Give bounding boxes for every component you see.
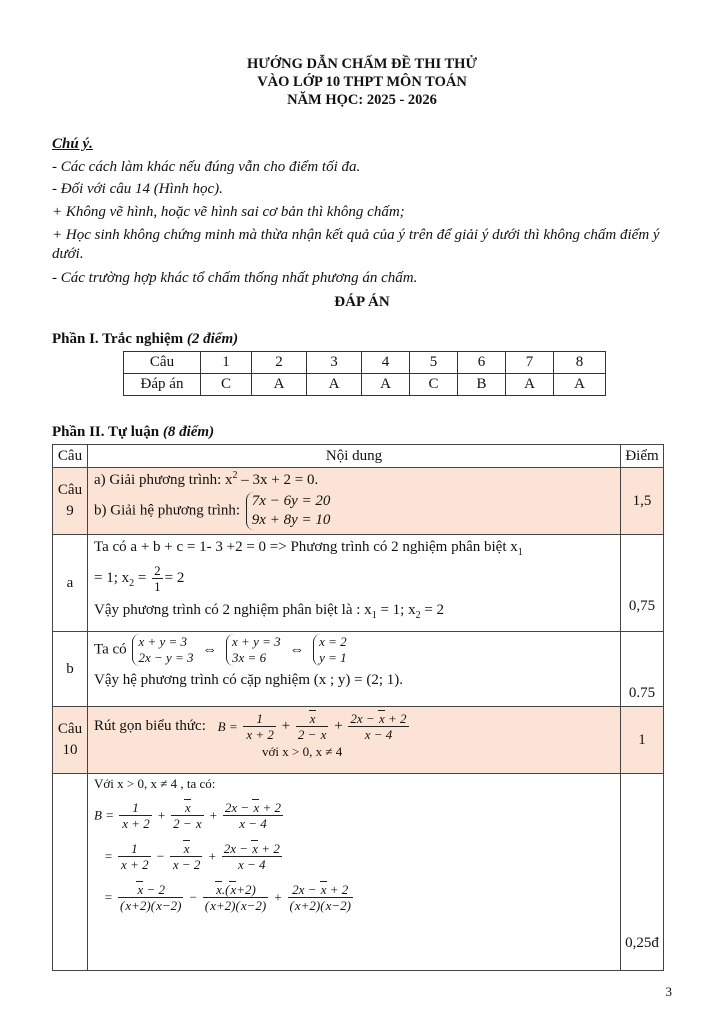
question-cell: 8 (554, 352, 606, 374)
answer-cell: A (362, 374, 410, 396)
q9a-score: 0,75 (621, 535, 664, 632)
q9b-row (53, 632, 664, 707)
page-number: 3 (665, 984, 672, 999)
essay-table (52, 444, 664, 971)
title-line-3: NĂM HỌC: 2025 - 2026 (287, 92, 437, 108)
q9a-label: a (53, 535, 88, 632)
q9b-system: 7x − 6y = 20 9x + 8y = 10 (246, 492, 331, 530)
q9a-solution: Ta có a + b + c = 1- 3 +2 = 0 => Phương trình có 2 nghiệm phân biệt $x_1$ = 1; $x_2$ = $\frac{2}{1}$ = 2 Vậy phương trình có 2 nghiệm phân biệt là : $x_1 = 1$; $x_2 = 2$ (88, 535, 621, 632)
answer-cell: A (252, 374, 307, 396)
note-item: - Đối với câu 14 (Hình học). (52, 181, 223, 197)
answer-cell: A (506, 374, 554, 396)
question-cell: 6 (458, 352, 506, 374)
table-header-row (53, 445, 664, 468)
notes-heading: Chú ý. (52, 136, 93, 152)
q10-score: 1 (621, 707, 664, 774)
q9a-row (53, 535, 664, 632)
answer-cell: C (201, 374, 252, 396)
q9a-statement: a) Giải phương trình: $x^2 - 3x + 2 = 0$. (94, 470, 319, 488)
q9-content (88, 468, 621, 535)
question-row (124, 352, 606, 374)
answer-heading: ĐÁP ÁN (334, 294, 390, 310)
answer-row (124, 374, 606, 396)
question-cell: 2 (252, 352, 307, 374)
fraction: $\frac{2}{1}$ (154, 563, 161, 594)
q10-solution-score: 0,25đ (621, 774, 664, 971)
header-diem: Điểm (621, 445, 664, 468)
title-line-2: VÀO LỚP 10 THPT MÔN TOÁN (257, 74, 467, 90)
q10-content: Rút gọn biểu thức: B = $\frac{1}{x + 2}$ + $\frac{x}{2 - x}$ + $\frac{2x - x + 2}{x - 4}$ với x > 0, x ≠ 4 (88, 707, 621, 774)
note-item: + Học sinh không chứng minh mà thừa nhận kết quả của ý trên để giải ý dưới thì không chấm điểm ý dưới. (52, 227, 660, 262)
question-cell: 5 (410, 352, 458, 374)
question-cell: 4 (362, 352, 410, 374)
q10-row (53, 707, 664, 774)
note-item: - Các trường hợp khác tổ chấm thống nhất phương án chấm. (52, 270, 418, 286)
question-cell: 1 (201, 352, 252, 374)
notes-section (52, 133, 674, 290)
q9b-label: b (53, 632, 88, 707)
multiple-choice-table (123, 351, 606, 396)
answer-cell: C (410, 374, 458, 396)
question-cell: 7 (506, 352, 554, 374)
part1-heading: Phần I. Trắc nghiệm (2 điểm) (52, 331, 239, 347)
row-label: Câu (124, 352, 201, 374)
answer-cell: A (554, 374, 606, 396)
document-title (0, 55, 724, 109)
q10-label: Câu 10 (53, 707, 88, 774)
header-noi-dung: Nội dung (88, 445, 621, 468)
q9-row (53, 468, 664, 535)
q9b-solution: Ta có x + y = 3 2x − y = 3 ⇔ x + y = 3 3x = 6 ⇔ x = 2 y = 1 Vậy hệ phương trình có cặp nghiệm (x ; y) = (2; 1). (88, 632, 621, 707)
q9b-score: 0.75 (621, 632, 664, 707)
answer-cell: A (307, 374, 362, 396)
q10-solution: Với x > 0, x ≠ 4 , ta có: B = $\frac{1}{x + 2}$ + $\frac{x}{2 - x}$ + $\frac{2x - x + 2}{x - 4}$ = $\frac{1}{x + 2}$ − $\frac{x}{x - 2}$ + $\frac{2x - x + 2}{x - 4}$ = $\frac{x - 2}{(x+2)(x-2)}$ − $\frac{x.(x+2)}{(x+2)(x-2)}$ + $\frac{2x - x + 2}{(x+2)(x-2)}$ (88, 774, 621, 971)
q9-score: 1,5 (621, 468, 664, 535)
q9b-statement: b) Giải hệ phương trình: 7x − 6y = 20 9x + 8y = 10 (94, 493, 331, 528)
answer-cell: B (458, 374, 506, 396)
part2-heading: Phần II. Tự luận (8 điểm) (52, 424, 215, 440)
header-cau: Câu (53, 445, 88, 468)
note-item: - Các cách làm khác nếu đúng vẫn cho điểm tối đa. (52, 158, 361, 175)
q9-label: Câu 9 (53, 468, 88, 535)
question-cell: 3 (307, 352, 362, 374)
q10-solution-row (53, 774, 664, 971)
row-label: Đáp án (124, 374, 201, 396)
note-item: + Không vẽ hình, hoặc vẽ hình sai cơ bản thì không chấm; (52, 203, 405, 220)
title-line-1: HƯỚNG DẪN CHẤM ĐỀ THI THỬ (247, 56, 477, 72)
